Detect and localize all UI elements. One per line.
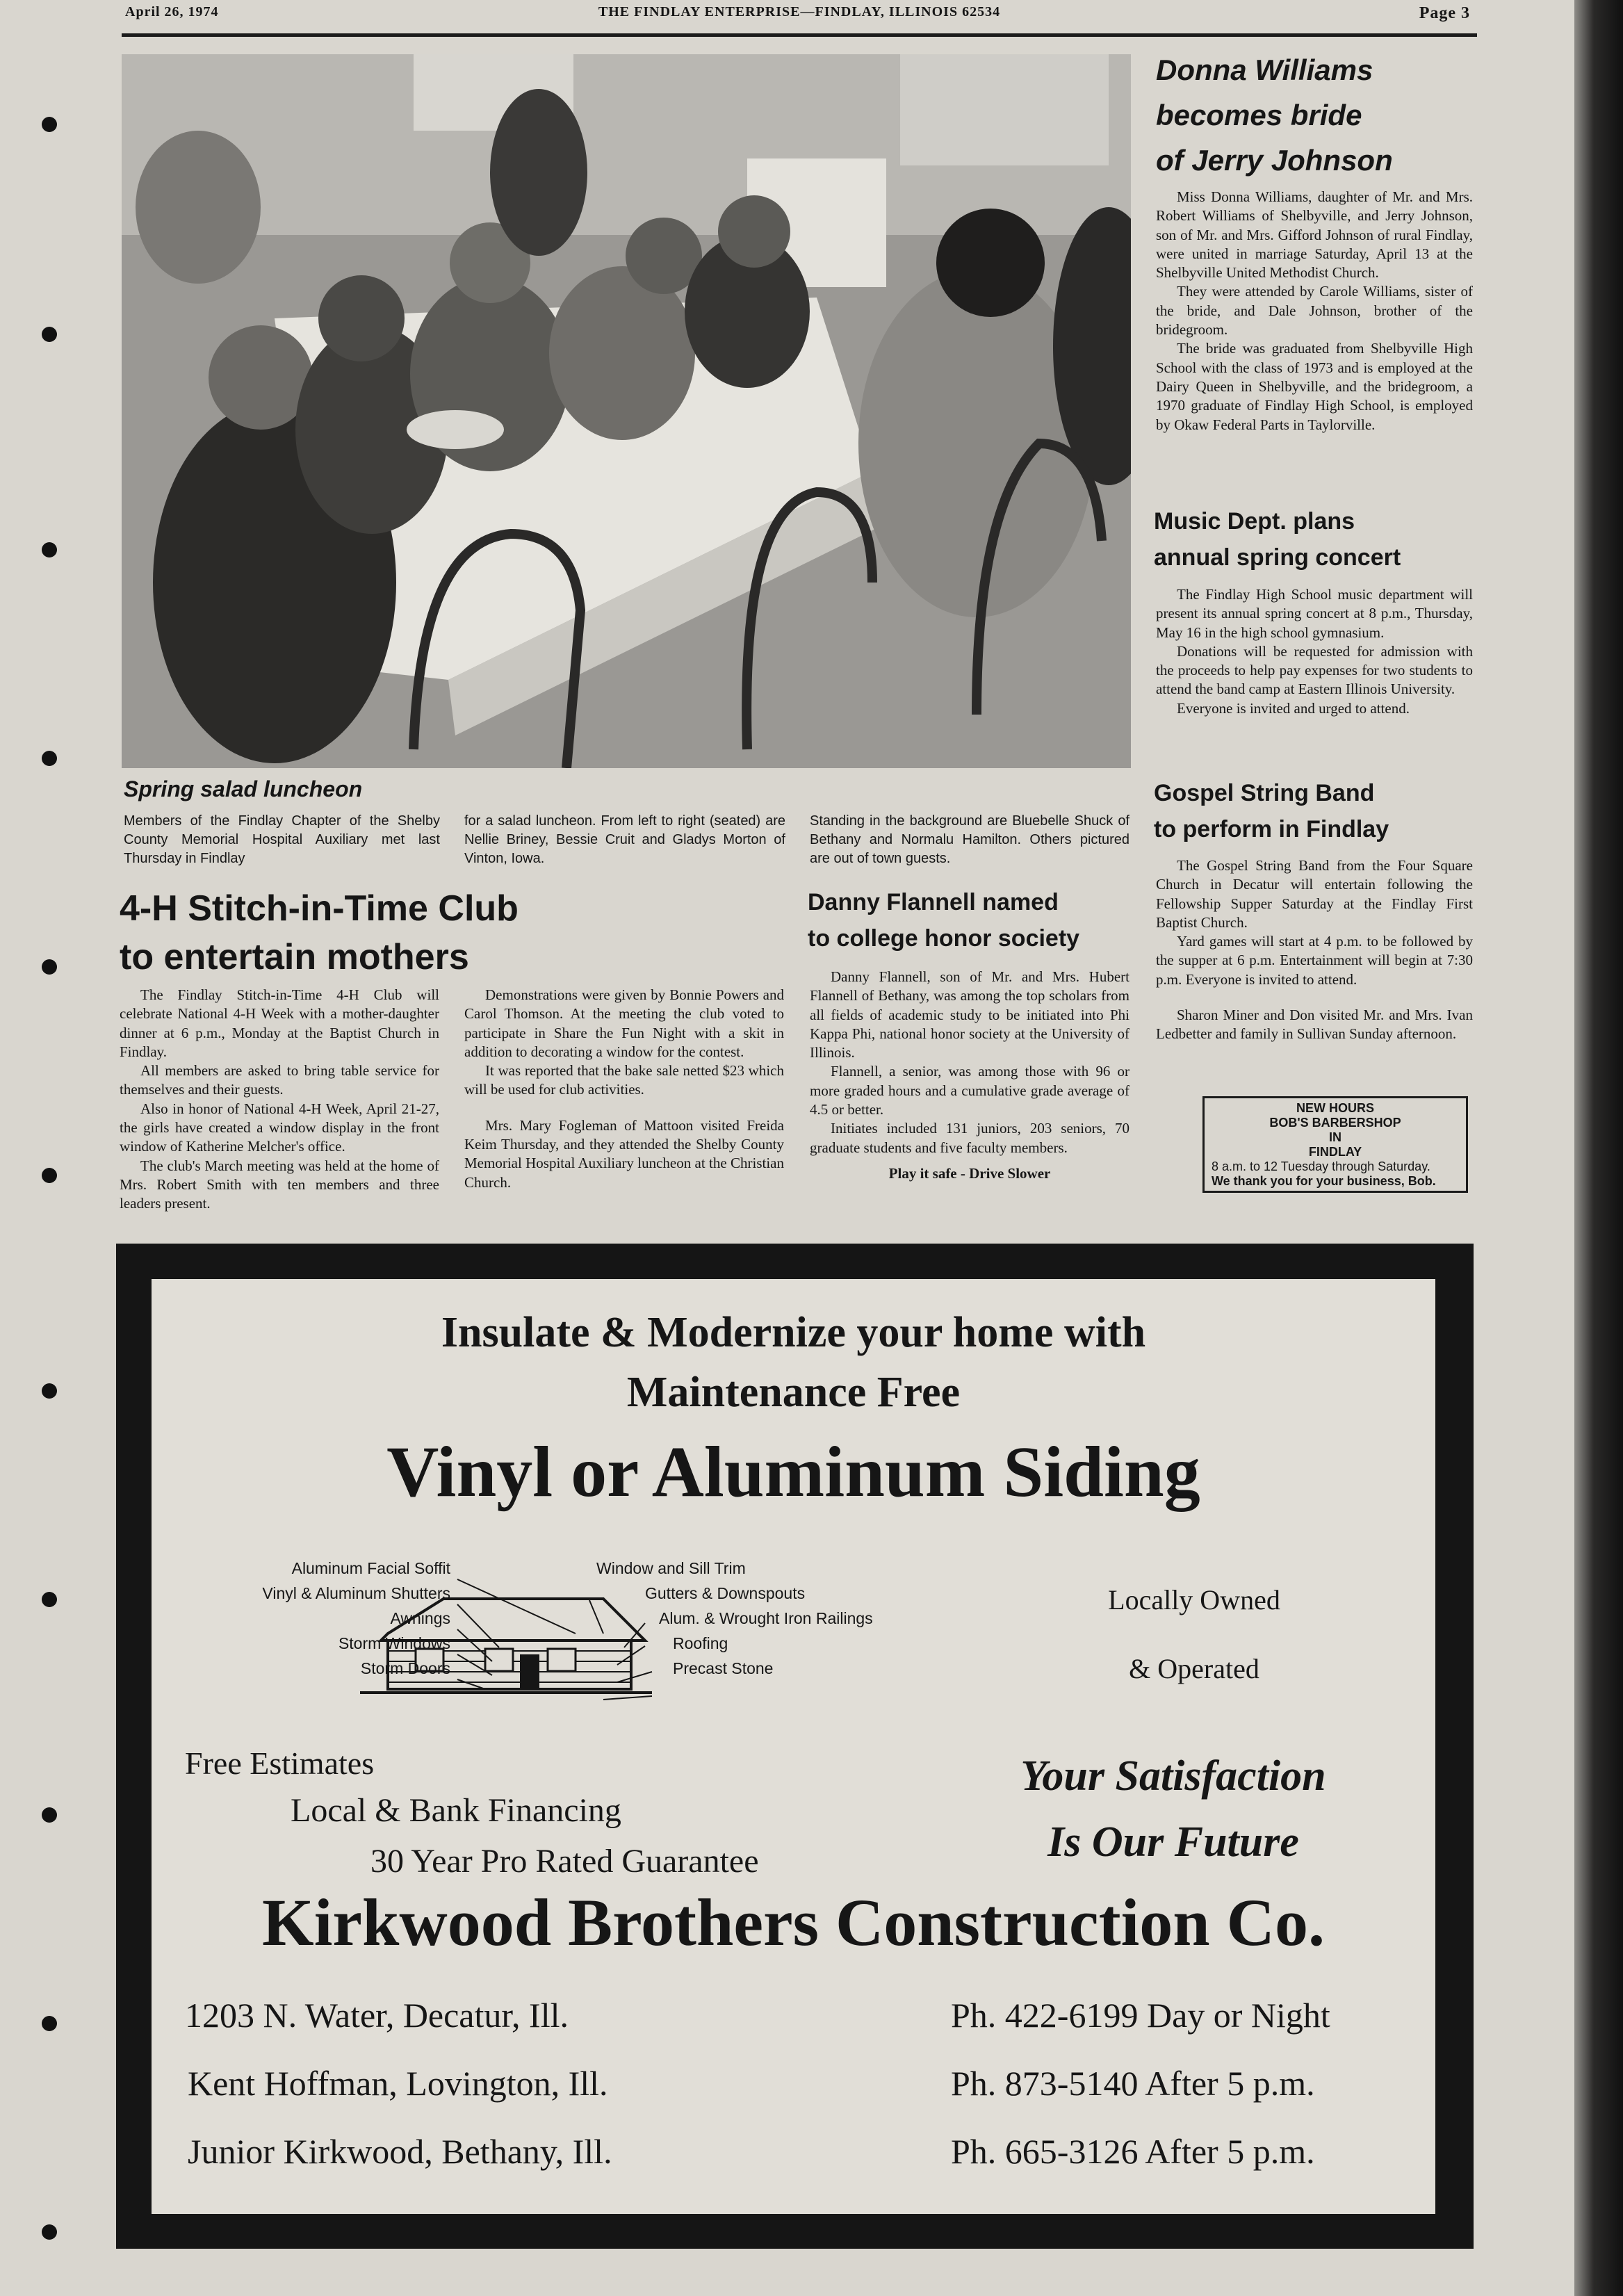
club-headline (120, 884, 745, 982)
ad-slogan-line1: Your Satisfaction (1020, 1752, 1326, 1800)
article-paragraph: Also in honor of National 4-H Week, April 21-27, the girls have created a window display in the front window of Katherine Melcher's office. (120, 1100, 439, 1155)
callout-label: Awnings (390, 1609, 450, 1627)
callout-label: Storm Windows (338, 1634, 450, 1652)
ad-free-estimates: Free Estimates (185, 1745, 375, 1781)
ad-locally-owned: Locally Owned (1108, 1584, 1280, 1615)
gospel-headline (1154, 775, 1474, 847)
article-paragraph: They were attended by Carole Williams, sister of the bride, and Dale Johnson, brother of the bridegroom. (1156, 283, 1473, 339)
honor-headline (808, 884, 1141, 956)
honor-article (810, 968, 1129, 1183)
club-headline-line: to entertain mothers (120, 937, 469, 977)
wedding-article (1156, 188, 1473, 434)
article-paragraph: Danny Flannell, son of Mr. and Mrs. Hubert Flannell of Bethany, was among the top scholars from all fields of academic study to be initiated into Phi Kappa Phi, national honor society at the University of Illinois. (810, 968, 1129, 1061)
notice-line: BOB'S BARBERSHOP (1269, 1116, 1401, 1130)
ad-headline-main: Vinyl or Aluminum Siding (386, 1432, 1200, 1512)
masthead-rule (122, 33, 1477, 37)
binder-hole (42, 2224, 57, 2240)
binder-hole (42, 1807, 57, 1823)
callout-label: Aluminum Facial Soffit (291, 1559, 450, 1577)
gospel-headline-line: Gospel String Band (1154, 780, 1375, 806)
contact-address: Junior Kirkwood, Bethany, Ill. (188, 2132, 612, 2171)
contact-address: Kent Hoffman, Lovington, Ill. (188, 2064, 608, 2103)
gospel-article (1156, 856, 1473, 1044)
contact-phone: Ph. 422-6199 Day or Night (951, 1996, 1330, 2035)
article-paragraph: The club's March meeting was held at the home of Mrs. Robert Smith with ten members and three leaders present. (120, 1157, 439, 1212)
ad-financing: Local & Bank Financing (291, 1792, 621, 1829)
article-paragraph: Flannell, a senior, was among those with 96 or more graded hours and a cumulative grade average of 4.5 or better. (810, 1063, 1129, 1118)
binder-hole (42, 1592, 57, 1607)
ad-labels-right (576, 1556, 923, 1681)
concert-headline (1154, 503, 1474, 576)
article-paragraph: The Findlay High School music department will present its annual spring concert at 8 p.m., Thursday, May 16 in the high school gymnasium. (1156, 586, 1473, 641)
honor-headline-line: to college honor society (808, 925, 1080, 952)
barber-hours: 8 a.m. to 12 Tuesday through Saturday. (1212, 1159, 1430, 1173)
article-paragraph: Everyone is invited and urged to attend. (1177, 699, 1410, 717)
article-paragraph: It was reported that the bake sale netted $23 which will be used for club activities. (464, 1062, 784, 1098)
article-paragraph: Miss Donna Williams, daughter of Mr. and Mrs. Robert Williams of Shelbyville, and Jerry Johnson, son of Mr. and Mrs. Gifford Johnson of rural Findlay, were united in marriage Saturday, April 13 at the Shelbyville United Methodist Church. (1156, 188, 1473, 282)
gospel-headline-line: to perform in Findlay (1154, 816, 1389, 842)
binder-hole (42, 959, 57, 975)
siding-ad (152, 1279, 1435, 2214)
wedding-headline-line: of Jerry Johnson (1156, 144, 1393, 177)
ad-headline-line1: Insulate & Modernize your home with (441, 1309, 1146, 1356)
article-paragraph: The bride was graduated from Shelbyville High School with the class of 1973 and is employed at the Dairy Queen in Shelbyville, and the bridegroom, a 1970 graduate of Findlay High School, is employed by Okaw Federal Parts in Taylorville. (1156, 340, 1473, 433)
wedding-headline-line: becomes bride (1156, 99, 1362, 131)
callout-label: Gutters & Downspouts (645, 1584, 806, 1602)
binder-hole (42, 1168, 57, 1183)
filler-line: Play it safe - Drive Slower (888, 1164, 1051, 1182)
notice-line: IN (1329, 1130, 1341, 1144)
contact-address: 1203 N. Water, Decatur, Ill. (185, 1996, 569, 2035)
masthead (122, 0, 1477, 28)
ad-guarantee: 30 Year Pro Rated Guarantee (370, 1843, 759, 1880)
concert-headline-line: annual spring concert (1154, 544, 1401, 571)
social-note: Sharon Miner and Don visited Mr. and Mrs. Ivan Ledbetter and family in Sullivan Sunday afternoon. (1156, 1007, 1473, 1043)
article-paragraph: The Gospel String Band from the Four Square Church in Decatur will entertain following the Fellowship Supper Saturday at the Findlay First Baptist Church. (1156, 857, 1473, 931)
notice-line: FINDLAY (1308, 1145, 1362, 1159)
binder-hole (42, 751, 57, 766)
ad-headline-line2: Maintenance Free (626, 1369, 961, 1416)
page-edge (1574, 0, 1623, 2296)
photo-title: Spring salad luncheon (124, 776, 363, 801)
callout-label: Window and Sill Trim (596, 1559, 746, 1577)
ad-labels-left (165, 1556, 450, 1681)
honor-headline-line: Danny Flannell named (808, 889, 1059, 915)
barbershop-notice (1202, 1096, 1468, 1193)
ad-slogan-line2: Is Our Future (1047, 1818, 1299, 1866)
callout-label: Storm Doors (360, 1659, 450, 1677)
article-paragraph: Donations will be requested for admission with the proceeds to help pay expenses for two students to attend the band camp at Eastern Illinois University. (1156, 642, 1473, 698)
article-paragraph: All members are asked to bring table service for themselves and their guests. (120, 1062, 439, 1098)
binder-hole (42, 117, 57, 132)
concert-article (1156, 585, 1473, 718)
notice-line: NEW HOURS (1296, 1101, 1374, 1115)
visit-note: Mrs. Mary Fogleman of Mattoon visited Freida Keim Thursday, and they attended the Shelby County Memorial Hospital Auxiliary luncheon at the Christian Church. (464, 1116, 784, 1191)
paper-name: THE FINDLAY ENTERPRISE—FINDLAY, ILLINOIS 62534 (598, 4, 1001, 19)
contact-phone: Ph. 873-5140 After 5 p.m. (951, 2064, 1315, 2103)
article-paragraph: The Findlay Stitch-in-Time 4-H Club will celebrate National 4-H Week with a mother-daughter dinner at 6 p.m., Monday at the Baptist Church in Findlay. (120, 986, 439, 1060)
article-paragraph: Initiates included 131 juniors, 203 seniors, 70 graduate students and five faculty members. (810, 1120, 1129, 1156)
binder-hole (42, 542, 57, 557)
callout-label: Precast Stone (673, 1659, 774, 1677)
ad-company-name: Kirkwood Brothers Construction Co. (262, 1885, 1325, 1960)
binder-hole (42, 1383, 57, 1399)
wedding-headline (1156, 47, 1469, 183)
ad-operated: & Operated (1129, 1653, 1259, 1684)
callout-label: Vinyl & Aluminum Shutters (262, 1584, 450, 1602)
callout-label: Roofing (673, 1634, 728, 1652)
issue-date: April 26, 1974 (125, 4, 219, 19)
club-article-col2 (464, 986, 784, 1192)
barber-thanks: We thank you for your business, Bob. (1212, 1174, 1436, 1188)
photo-caption-col1: Members of the Findlay Chapter of the Shelby County Memorial Hospital Auxiliary met last Thursday in Findlay (124, 813, 440, 866)
wedding-headline-line: Donna Williams (1156, 54, 1373, 86)
binder-hole (42, 2016, 57, 2031)
article-paragraph: Yard games will start at 4 p.m. to be followed by the supper at 6 p.m. Entertainment will begin at 7:30 p.m. Everyone is invited to attend. (1156, 933, 1473, 988)
concert-headline-line: Music Dept. plans (1154, 508, 1355, 535)
page-number: Page 3 (1419, 4, 1470, 22)
club-headline-line: 4-H Stitch-in-Time Club (120, 888, 519, 929)
luncheon-photo (122, 54, 1131, 768)
photo-caption-col3: Standing in the background are Bluebelle Shuck of Bethany and Normalu Hamilton. Others pictured are out of town guests. (810, 813, 1129, 866)
club-article-col1 (120, 986, 439, 1214)
binder-hole (42, 327, 57, 342)
contact-phone: Ph. 665-3126 After 5 p.m. (951, 2132, 1315, 2171)
callout-label: Alum. & Wrought Iron Railings (659, 1609, 873, 1627)
article-paragraph: Demonstrations were given by Bonnie Powers and Carol Thomson. At the meeting the club voted to participate in Share the Fun Night with a skit in addition to decorating a window for the contest. (464, 986, 784, 1060)
photo-caption-col2: for a salad luncheon. From left to right (seated) are Nellie Briney, Bessie Cruit and Gladys Morton of Vinton, Iowa. (464, 813, 785, 866)
